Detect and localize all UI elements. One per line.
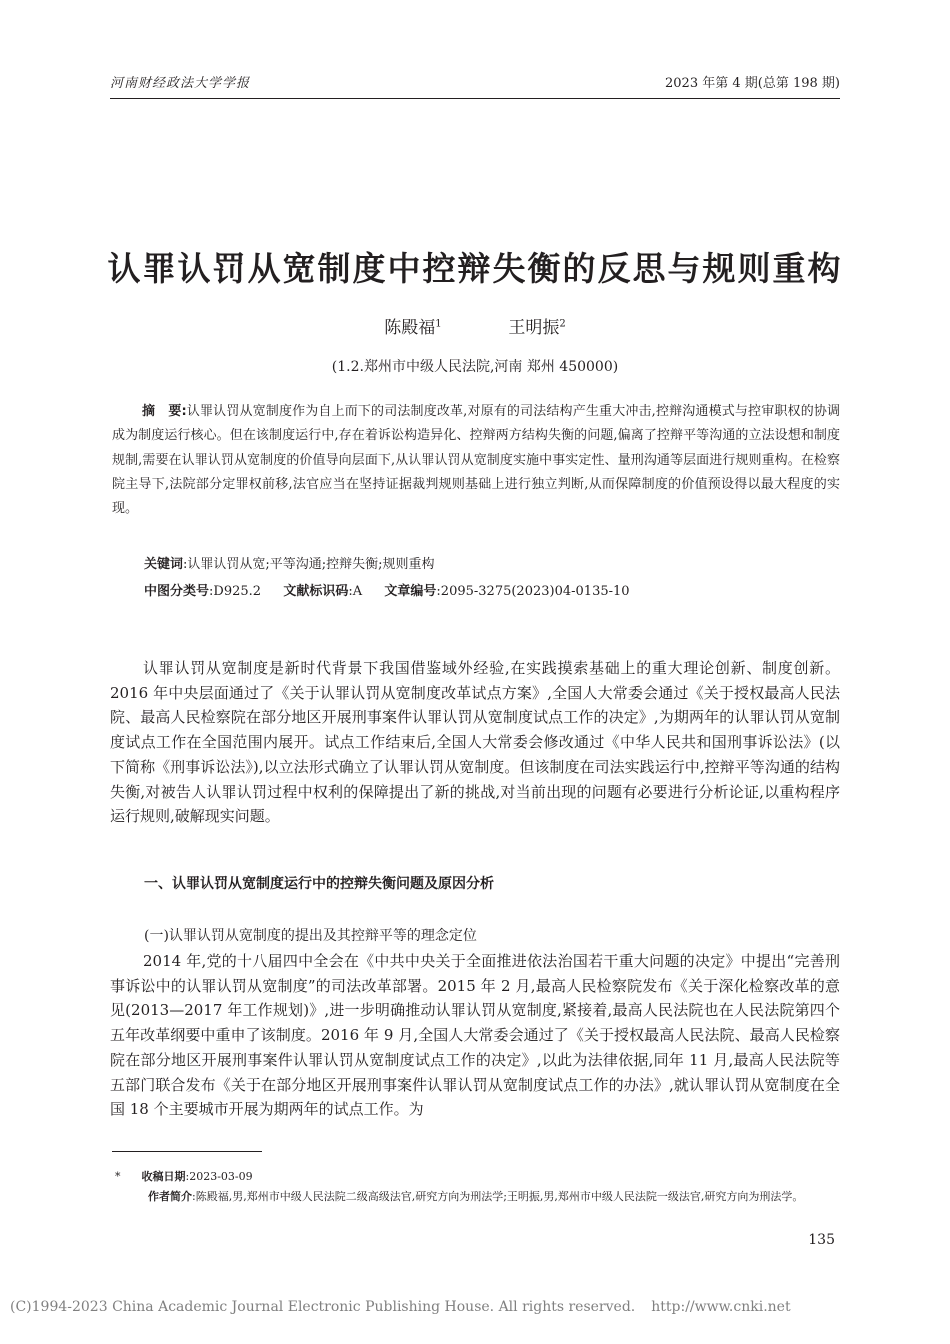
copyright-url[interactable]: http://www.cnki.net xyxy=(651,1299,791,1315)
author-list xyxy=(0,313,950,338)
author-1-name: 陈殿福 xyxy=(384,318,436,338)
doc-code-value: :A xyxy=(348,584,363,599)
body-paragraph-2: 2014 年,党的十八届四中全会在《中共中央关于全面推进依法治国若干重大问题的决定》中提出“完善刑事诉讼中的认罪认罚从宽制度”的司法改革部署。2015 年 2 月,最高人民检察院发布《关于深化检察改革的意见(2013—2017 年工作规划)》,进一步明确推动认罪认罚从宽制度,紧接着,最高人民法院也在人民法院第四个五年改革纲要中重申了该制度。2016 年 9 月,全国人大常委会通过了《关于授权最高人民法院、最高人民检察院在部分地区开展刑事案件认罪认罚从宽制度试点工作的决定》,以此为法律依据,同年 11 月,最高人民法院等五部门联合发布《关于在部分地区开展刑事案件认罪认罚从宽制度试点工作的办法》,就认罪认罚从宽制度在全国 18 个主要城市开展为期两年的试点工作。为 xyxy=(110,952,840,1119)
article-no-value: :2095-3275(2023)04-0135-10 xyxy=(436,584,630,599)
footnote-author-profile xyxy=(148,1188,838,1206)
received-label: 收稿日期 xyxy=(141,1170,186,1183)
keywords-line xyxy=(144,553,435,572)
affiliation: (1.2.郑州市中级人民法院,河南 郑州 450000) xyxy=(331,359,619,375)
copyright-text: (C)1994-2023 China Academic Journal Electronic Publishing House. All rights reserved. xyxy=(10,1299,636,1315)
article-title: 认罪认罚从宽制度中控辩失衡的反思与规则重构 xyxy=(107,249,843,288)
profile-text: :陈殿福,男,郑州市中级人民法院二级高级法官,研究方向为刑法学;王明振,男,郑州市中级人民法院一级法官,研究方向为刑法学。 xyxy=(192,1190,804,1203)
clc-value: :D925.2 xyxy=(209,584,262,599)
copyright-notice xyxy=(10,1299,940,1315)
issue-info: 2023 年第 4 期(总第 198 期) xyxy=(665,76,840,91)
abstract-label: 摘 要: xyxy=(142,404,187,419)
keywords: :认罪认罚从宽;平等沟通;控辩失衡;规则重构 xyxy=(183,557,435,572)
section-heading-1: 一、认罪认罚从宽制度运行中的控辩失衡问题及原因分析 xyxy=(144,876,494,892)
footnote-received xyxy=(115,1168,253,1186)
article-no-label: 文章编号 xyxy=(384,584,437,599)
page-number: 135 xyxy=(808,1232,835,1248)
author-2-affil-mark: 2 xyxy=(559,318,566,330)
clc-label: 中图分类号 xyxy=(144,584,210,599)
author-1-affil-mark: 1 xyxy=(435,318,442,330)
received-date: :2023-03-09 xyxy=(185,1170,253,1183)
header-divider xyxy=(110,98,840,99)
abstract-text: 认罪认罚从宽制度作为自上而下的司法制度改革,对原有的司法结构产生重大冲击,控辩沟通模式与控审职权的协调成为制度运行核心。但在该制度运行中,存在着诉讼构造异化、控辩两方结构失衡的问题,偏离了控辩平等沟通的立法设想和制度规制,需要在认罪认罚从宽制度的价值导向层面下,从认罪认罚从宽制度实施中事实定性、量刑沟通等层面进行规则重构。在检察院主导下,法院部分定罪权前移,法官应当在坚持证据裁判规则基础上进行独立判断,从而保障制度的价值预设得以最大程度的实现。 xyxy=(112,404,841,517)
footnote-star: * xyxy=(115,1170,121,1183)
classification-line xyxy=(144,580,630,599)
abstract xyxy=(112,400,840,521)
footnote-divider xyxy=(112,1151,262,1152)
intro-paragraph: 认罪认罚从宽制度是新时代背景下我国借鉴域外经验,在实践摸索基础上的重大理论创新、制度创新。2016 年中央层面通过了《关于认罪认罚从宽制度改革试点方案》,全国人大常委会通过《关于授权最高人民法院、最高人民检察院在部分地区开展刑事案件认罪认罚从宽制度试点工作的决定》,为期两年的认罪认罚从宽制度试点工作在全国范围内展开。试点工作结束后,全国人大常委会修改通过《中华人民共和国刑事诉讼法》(以下简称《刑事诉讼法》),以立法形式确立了认罪认罚从宽制度。但该制度在司法实践运行中,控辩平等沟通的结构失衡,对被告人认罪认罚过程中权利的保障提出了新的挑战,对当前出现的问题有必要进行分析论证,以重构程序运行规则,破解现实问题。 xyxy=(110,659,840,826)
keywords-label: 关键词 xyxy=(144,557,184,572)
journal-name: 河南财经政法大学学报 xyxy=(110,76,251,91)
doc-code-label: 文献标识码 xyxy=(283,584,349,599)
author-2-name: 王明振 xyxy=(508,318,560,338)
profile-label: 作者简介 xyxy=(148,1190,192,1203)
subsection-heading-1: (一)认罪认罚从宽制度的提出及其控辩平等的理念定位 xyxy=(144,928,477,944)
